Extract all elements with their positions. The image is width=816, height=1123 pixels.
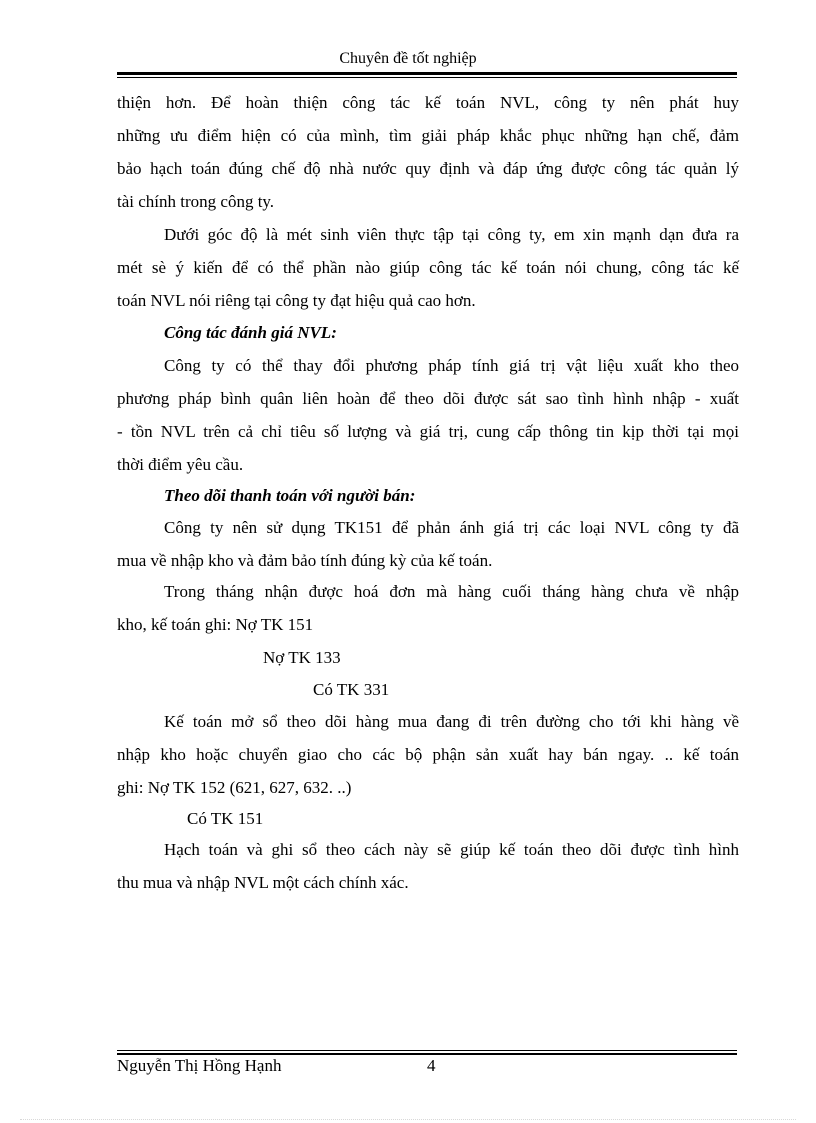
- text-line: những ưu điểm hiện có của mình, tìm giải pháp khắc phục những hạn chế, đảm: [117, 126, 739, 145]
- section-heading: Công tác đánh giá NVL:: [164, 323, 337, 342]
- text-line: Công ty có thể thay đổi phương pháp tính giá trị vật liệu xuất kho theo: [164, 356, 739, 375]
- accounting-entry: Có TK 151: [187, 809, 264, 828]
- text-line: kho, kế toán ghi: Nợ TK 151: [117, 615, 314, 634]
- accounting-entry: Có TK 331: [313, 680, 390, 699]
- page-number: 4: [427, 1056, 436, 1075]
- text-line: - tồn NVL trên cả chỉ tiêu số lượng và giá trị, cung cấp thông tin kịp thời tại mọi: [117, 422, 739, 441]
- text-line: Trong tháng nhận được hoá đơn mà hàng cuối tháng hàng chưa về nhập: [164, 582, 739, 601]
- text-line: toán NVL nói riêng tại công ty đạt hiệu quả cao hơn.: [117, 291, 476, 310]
- text-line: ghi: Nợ TK 152 (621, 627, 632. ..): [117, 778, 352, 797]
- text-line: thu mua và nhập NVL một cách chính xác.: [117, 873, 409, 892]
- text-line: Kế toán mở sổ theo dõi hàng mua đang đi trên đường cho tới khi hàng về: [164, 712, 739, 731]
- text-line: Dưới góc độ là mét sinh viên thực tập tại công ty, em xin mạnh dạn đưa ra: [164, 225, 739, 244]
- page-edge-divider: [20, 1119, 796, 1120]
- footer-rule-thick: [117, 1053, 737, 1055]
- header-rule-thick: [117, 72, 737, 75]
- text-line: nhập kho hoặc chuyển giao cho các bộ phận sản xuất hay bán ngay. .. kế toán: [117, 745, 739, 764]
- page-header-title: Chuyên đề tốt nghiệp: [339, 50, 477, 67]
- header-rule-thin: [117, 77, 737, 78]
- footer-author: Nguyễn Thị Hồng Hạnh: [117, 1056, 282, 1075]
- text-line: tài chính trong công ty.: [117, 192, 275, 211]
- text-line: thời điểm yêu cầu.: [117, 455, 244, 474]
- text-line: thiện hơn. Để hoàn thiện công tác kế toán NVL, công ty nên phát huy: [117, 93, 739, 112]
- section-heading: Theo dõi thanh toán với người bán:: [164, 486, 416, 505]
- footer-rule-thin: [117, 1050, 737, 1051]
- text-line: mua về nhập kho và đảm bảo tính đúng kỳ của kế toán.: [117, 551, 493, 570]
- text-line: Công ty nên sử dụng TK151 để phản ánh giá trị các loại NVL công ty đã: [164, 518, 739, 537]
- accounting-entry: Nợ TK 133: [263, 648, 341, 667]
- text-line: mét sè ý kiến để có thể phần nào giúp công tác kế toán nói chung, công tác kế: [117, 258, 739, 277]
- text-line: phương pháp bình quân liên hoàn để theo dõi được sát sao tình hình nhập - xuất: [117, 389, 739, 408]
- text-line: Hạch toán và ghi sổ theo cách này sẽ giúp kế toán theo dõi được tình hình: [164, 840, 739, 859]
- text-line: bảo hạch toán đúng chế độ nhà nước quy định và đáp ứng được công tác quản lý: [117, 159, 739, 178]
